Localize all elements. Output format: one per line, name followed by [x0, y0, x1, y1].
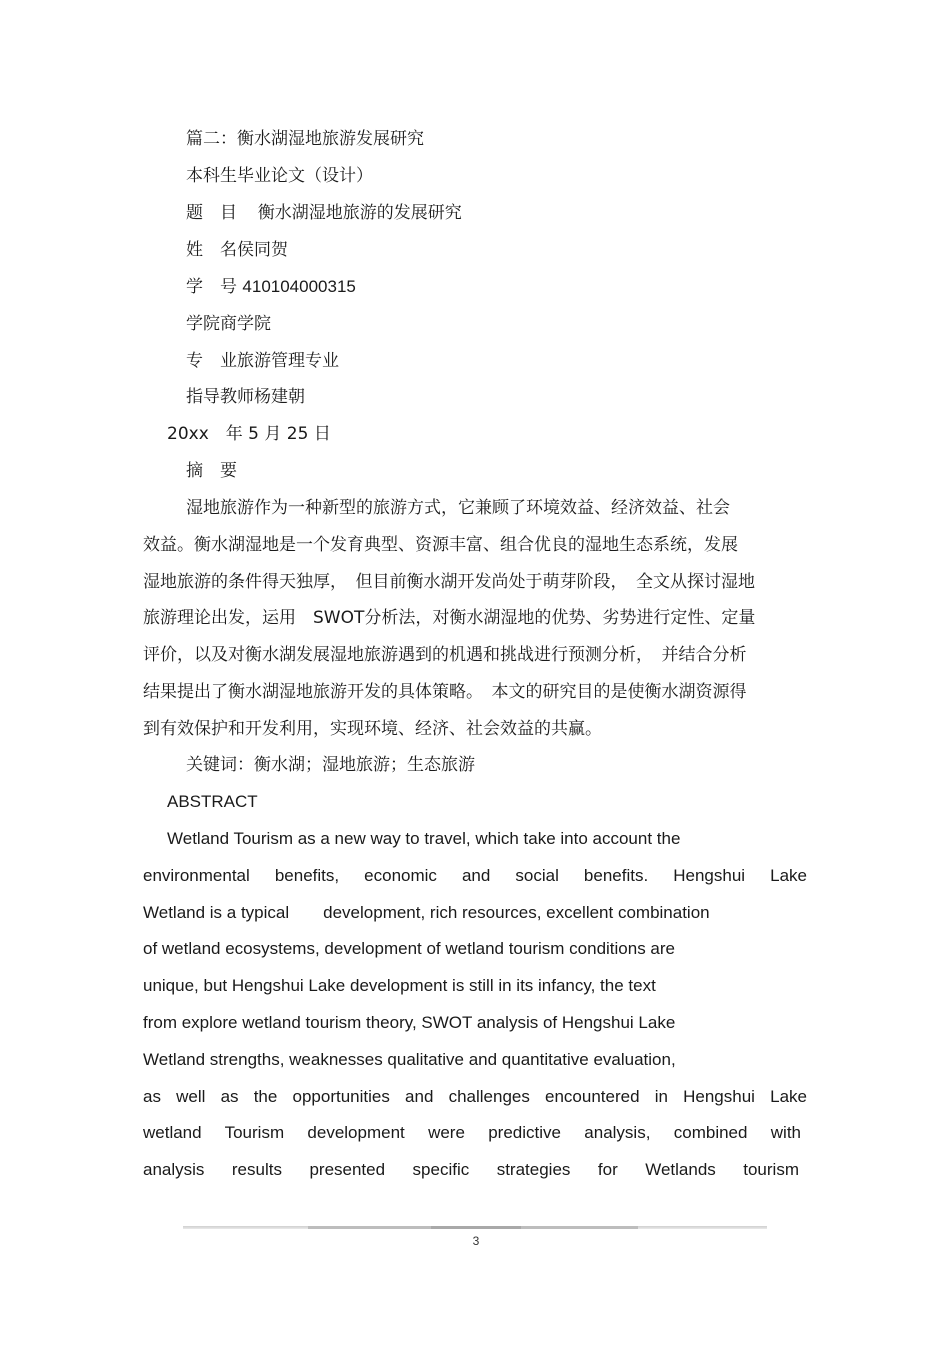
- major-row: [186, 350, 339, 372]
- abstract-cn-line-6: 结果提出了衡水湖湿地旅游开发的具体策略。 本文的研究目的是使衡水湖资源得: [143, 682, 747, 702]
- abstract-en-heading: ABSTRACT: [167, 792, 258, 811]
- title-label: 题 目: [186, 203, 237, 223]
- abstract-cn-heading: 摘 要: [186, 461, 237, 481]
- student-id-value: 410104000315: [242, 277, 356, 296]
- abstract-en-line-6: from explore wetland tourism theory, SWOT analysis of Hengshui Lake: [143, 1013, 676, 1032]
- abstract-cn-line-4: 旅游理论出发，运用 SWOT分析法，对衡水湖湿地的优势、劣势进行定性、定量: [143, 608, 756, 628]
- abstract-en-line-9: wetland Tourism development were predictive analysis, combined with: [143, 1123, 801, 1142]
- abstract-en-line-2: environmental benefits, economic and social benefits. Hengshui Lake: [143, 866, 807, 885]
- abstract-en-line-3: Wetland is a typical development, rich resources, excellent combination: [143, 903, 710, 922]
- name-value: 侯同贺: [237, 240, 288, 260]
- chapter-heading: 篇二：衡水湖湿地旅游发展研究: [186, 129, 424, 149]
- abstract-en-line-7: Wetland strengths, weaknesses qualitative and quantitative evaluation,: [143, 1050, 676, 1069]
- abstract-cn-line-5: 评价，以及对衡水湖发展湿地旅游遇到的机遇和挑战进行预测分析， 并结合分析: [143, 645, 747, 665]
- name-row: [186, 239, 288, 261]
- name-label: 姓 名: [186, 240, 237, 260]
- footer-rule: [183, 1226, 767, 1229]
- abstract-en-line-4: of wetland ecosystems, development of wetland tourism conditions are: [143, 939, 675, 958]
- college-row: 学院商学院: [186, 314, 271, 334]
- keywords: 关键词：衡水湖；湿地旅游；生态旅游: [186, 755, 475, 775]
- page-number: 3: [472, 1234, 480, 1248]
- abstract-cn-line-1: 湿地旅游作为一种新型的旅游方式，它兼顾了环境效益、经济效益、社会: [186, 498, 730, 518]
- abstract-en-line-1: Wetland Tourism as a new way to travel, which take into account the: [167, 829, 681, 848]
- major-value: 旅游管理专业: [237, 351, 339, 371]
- title-value: 衡水湖湿地旅游的发展研究: [257, 203, 462, 223]
- abstract-cn-line-3: 湿地旅游的条件得天独厚， 但目前衡水湖开发尚处于萌芽阶段， 全文从探讨湿地: [143, 572, 755, 592]
- student-id-row: [186, 276, 356, 298]
- advisor-row: 指导教师杨建朝: [186, 387, 305, 407]
- title-row: [186, 202, 462, 224]
- student-id-label: 学 号: [186, 277, 237, 297]
- abstract-en-line-5: unique, but Hengshui Lake development is still in its infancy, the text: [143, 976, 656, 995]
- abstract-en-line-8: as well as the opportunities and challenges encountered in Hengshui Lake: [143, 1087, 807, 1106]
- abstract-en-line-10: analysis results presented specific strategies for Wetlands tourism: [143, 1160, 799, 1179]
- abstract-cn-line-2: 效益。衡水湖湿地是一个发育典型、资源丰富、组合优良的湿地生态系统，发展: [143, 535, 738, 555]
- abstract-cn-line-7: 到有效保护和开发利用，实现环境、经济、社会效益的共赢。: [143, 719, 602, 739]
- major-label: 专 业: [186, 351, 237, 371]
- date-row: 20xx 年 5 月 25 日: [167, 424, 331, 444]
- thesis-type: 本科生毕业论文（设计）: [186, 166, 373, 186]
